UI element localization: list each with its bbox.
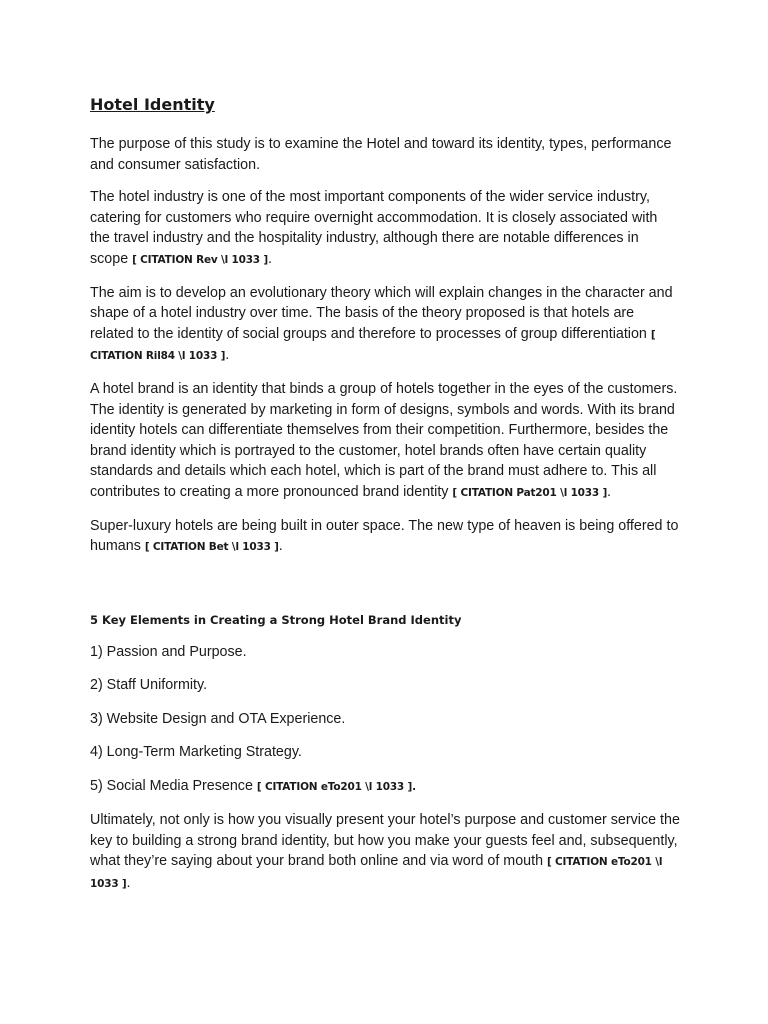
list-item-text: 1) Passion and Purpose. [90,643,247,660]
paragraph-text: The hotel industry is one of the most important components of the wider service industry, catering for customers who require overnight accommodation. It is closely associated with the travel industry and the hospitality industry, although there are notable differences in scope [90,189,658,267]
list-item-text: 4) Long-Term Marketing Strategy. [90,744,302,761]
citation-field: [ CITATION Ril84 \l 1033 ] [90,328,656,363]
list-item [90,642,680,662]
citation-field: [ CITATION eTo201 \l 1033 ] [256,780,413,793]
paragraph-tail: . [278,538,283,555]
section-subheading: 5 Key Elements in Creating a Strong Hotel Brand Identity [90,612,462,627]
list-item [90,742,680,762]
paragraph-tail: . [225,347,230,364]
citation-field: [ CITATION eTo201 \l 1033 ] [90,856,663,890]
paragraph-hotel-industry [90,187,680,270]
list-item-text: 5) Social Media Presence [90,777,257,794]
paragraph-purpose [90,134,680,175]
list-item [90,709,680,729]
paragraph-super-luxury [90,516,680,558]
document-title: Hotel Identity [90,95,215,114]
list-item-text: 3) Website Design and OTA Experience. [90,710,346,727]
paragraph-evolutionary-theory [90,283,680,367]
paragraph-text: The aim is to develop an evolutionary theory which will explain changes in the character and shape of a hotel industry over time. The basis of the theory proposed is that hotels are related to the identity of social groups and therefore to processes of group differentiation [90,284,673,342]
list-item-text: 2) Staff Uniformity. [90,677,208,694]
list-item [90,675,680,695]
document-page [90,94,680,907]
citation-field: [ CITATION Pat201 \l 1033 ] [452,486,608,499]
paragraph-text: The purpose of this study is to examine the Hotel and toward its identity, types, performance and consumer satisfaction. [90,136,672,173]
paragraph-tail: . [412,780,416,793]
list-item [90,776,680,797]
citation-field: [ CITATION Bet \l 1033 ] [144,541,279,554]
paragraph-text: Ultimately, not only is how you visually present your hotel’s purpose and customer service the key to building a strong brand identity, but how you make your guests feel and, subsequently, what they’re saying about your brand both online and via word of mouth [90,812,680,870]
paragraph-tail: . [267,250,272,267]
paragraph-closing [90,810,680,894]
paragraph-text: Super-luxury hotels are being built in outer space. The new type of heaven is being offered to humans [90,517,679,555]
paragraph-text: A hotel brand is an identity that binds a group of hotels together in the eyes of the customers. The identity is generated by marketing in form of designs, symbols and words. With its brand identity hotels can differentiate themselves from their competition. Furthermore, besides the brand identity which is portrayed to the customer, hotel brands often have certain quality standards and details which each hotel, which is part of the brand must adhere to. This all contributes to creating a more pronounced brand identity [90,380,678,500]
blank-line [90,570,680,612]
citation-field: [ CITATION Rev \l 1033 ] [132,253,268,266]
paragraph-tail: . [607,483,612,500]
paragraph-hotel-brand [90,379,680,504]
paragraph-tail: . [126,874,131,891]
